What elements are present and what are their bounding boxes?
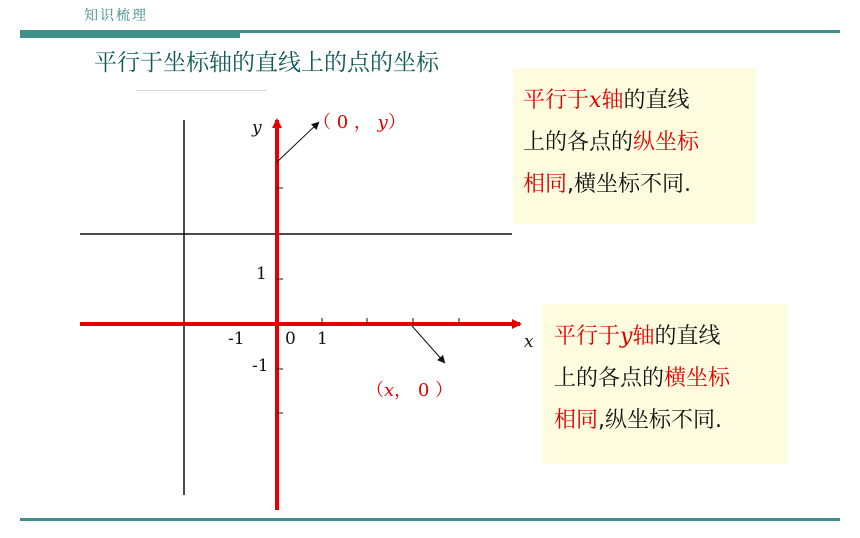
pointer-arrow-y-axis-point [277, 123, 318, 162]
note-line: 平行于y轴的直线 [554, 324, 721, 349]
x-tick-label-neg1: -1 [228, 329, 245, 349]
y-axis-label: y [252, 118, 262, 138]
x-axis-label: x [524, 332, 534, 352]
note-line: 平行于x轴的直线 [523, 88, 690, 113]
point-label-on-x-axis: （x， 0 ） [366, 380, 454, 401]
note-line: 相同,纵坐标不同. [554, 408, 723, 433]
note-line: 上的各点的纵坐标 [523, 130, 700, 155]
pointer-arrow-x-axis-point [412, 326, 444, 362]
point-label-on-y-axis: （ 0 ， y） [313, 112, 406, 133]
note-box-parallel-to-x-axis [513, 68, 756, 224]
y-tick-label-neg1: -1 [252, 356, 269, 376]
note-box-parallel-to-y-axis [542, 304, 788, 464]
x-tick-label-1: 1 [317, 329, 328, 349]
y-tick-label-1: 1 [256, 264, 267, 284]
section-label: 知识梳理 [84, 8, 148, 24]
page-title: 平行于坐标轴的直线上的点的坐标 [94, 50, 439, 76]
note-line: 上的各点的横坐标 [554, 366, 731, 391]
origin-label: 0 [285, 329, 296, 349]
note-line: 相同,横坐标不同. [523, 172, 692, 197]
